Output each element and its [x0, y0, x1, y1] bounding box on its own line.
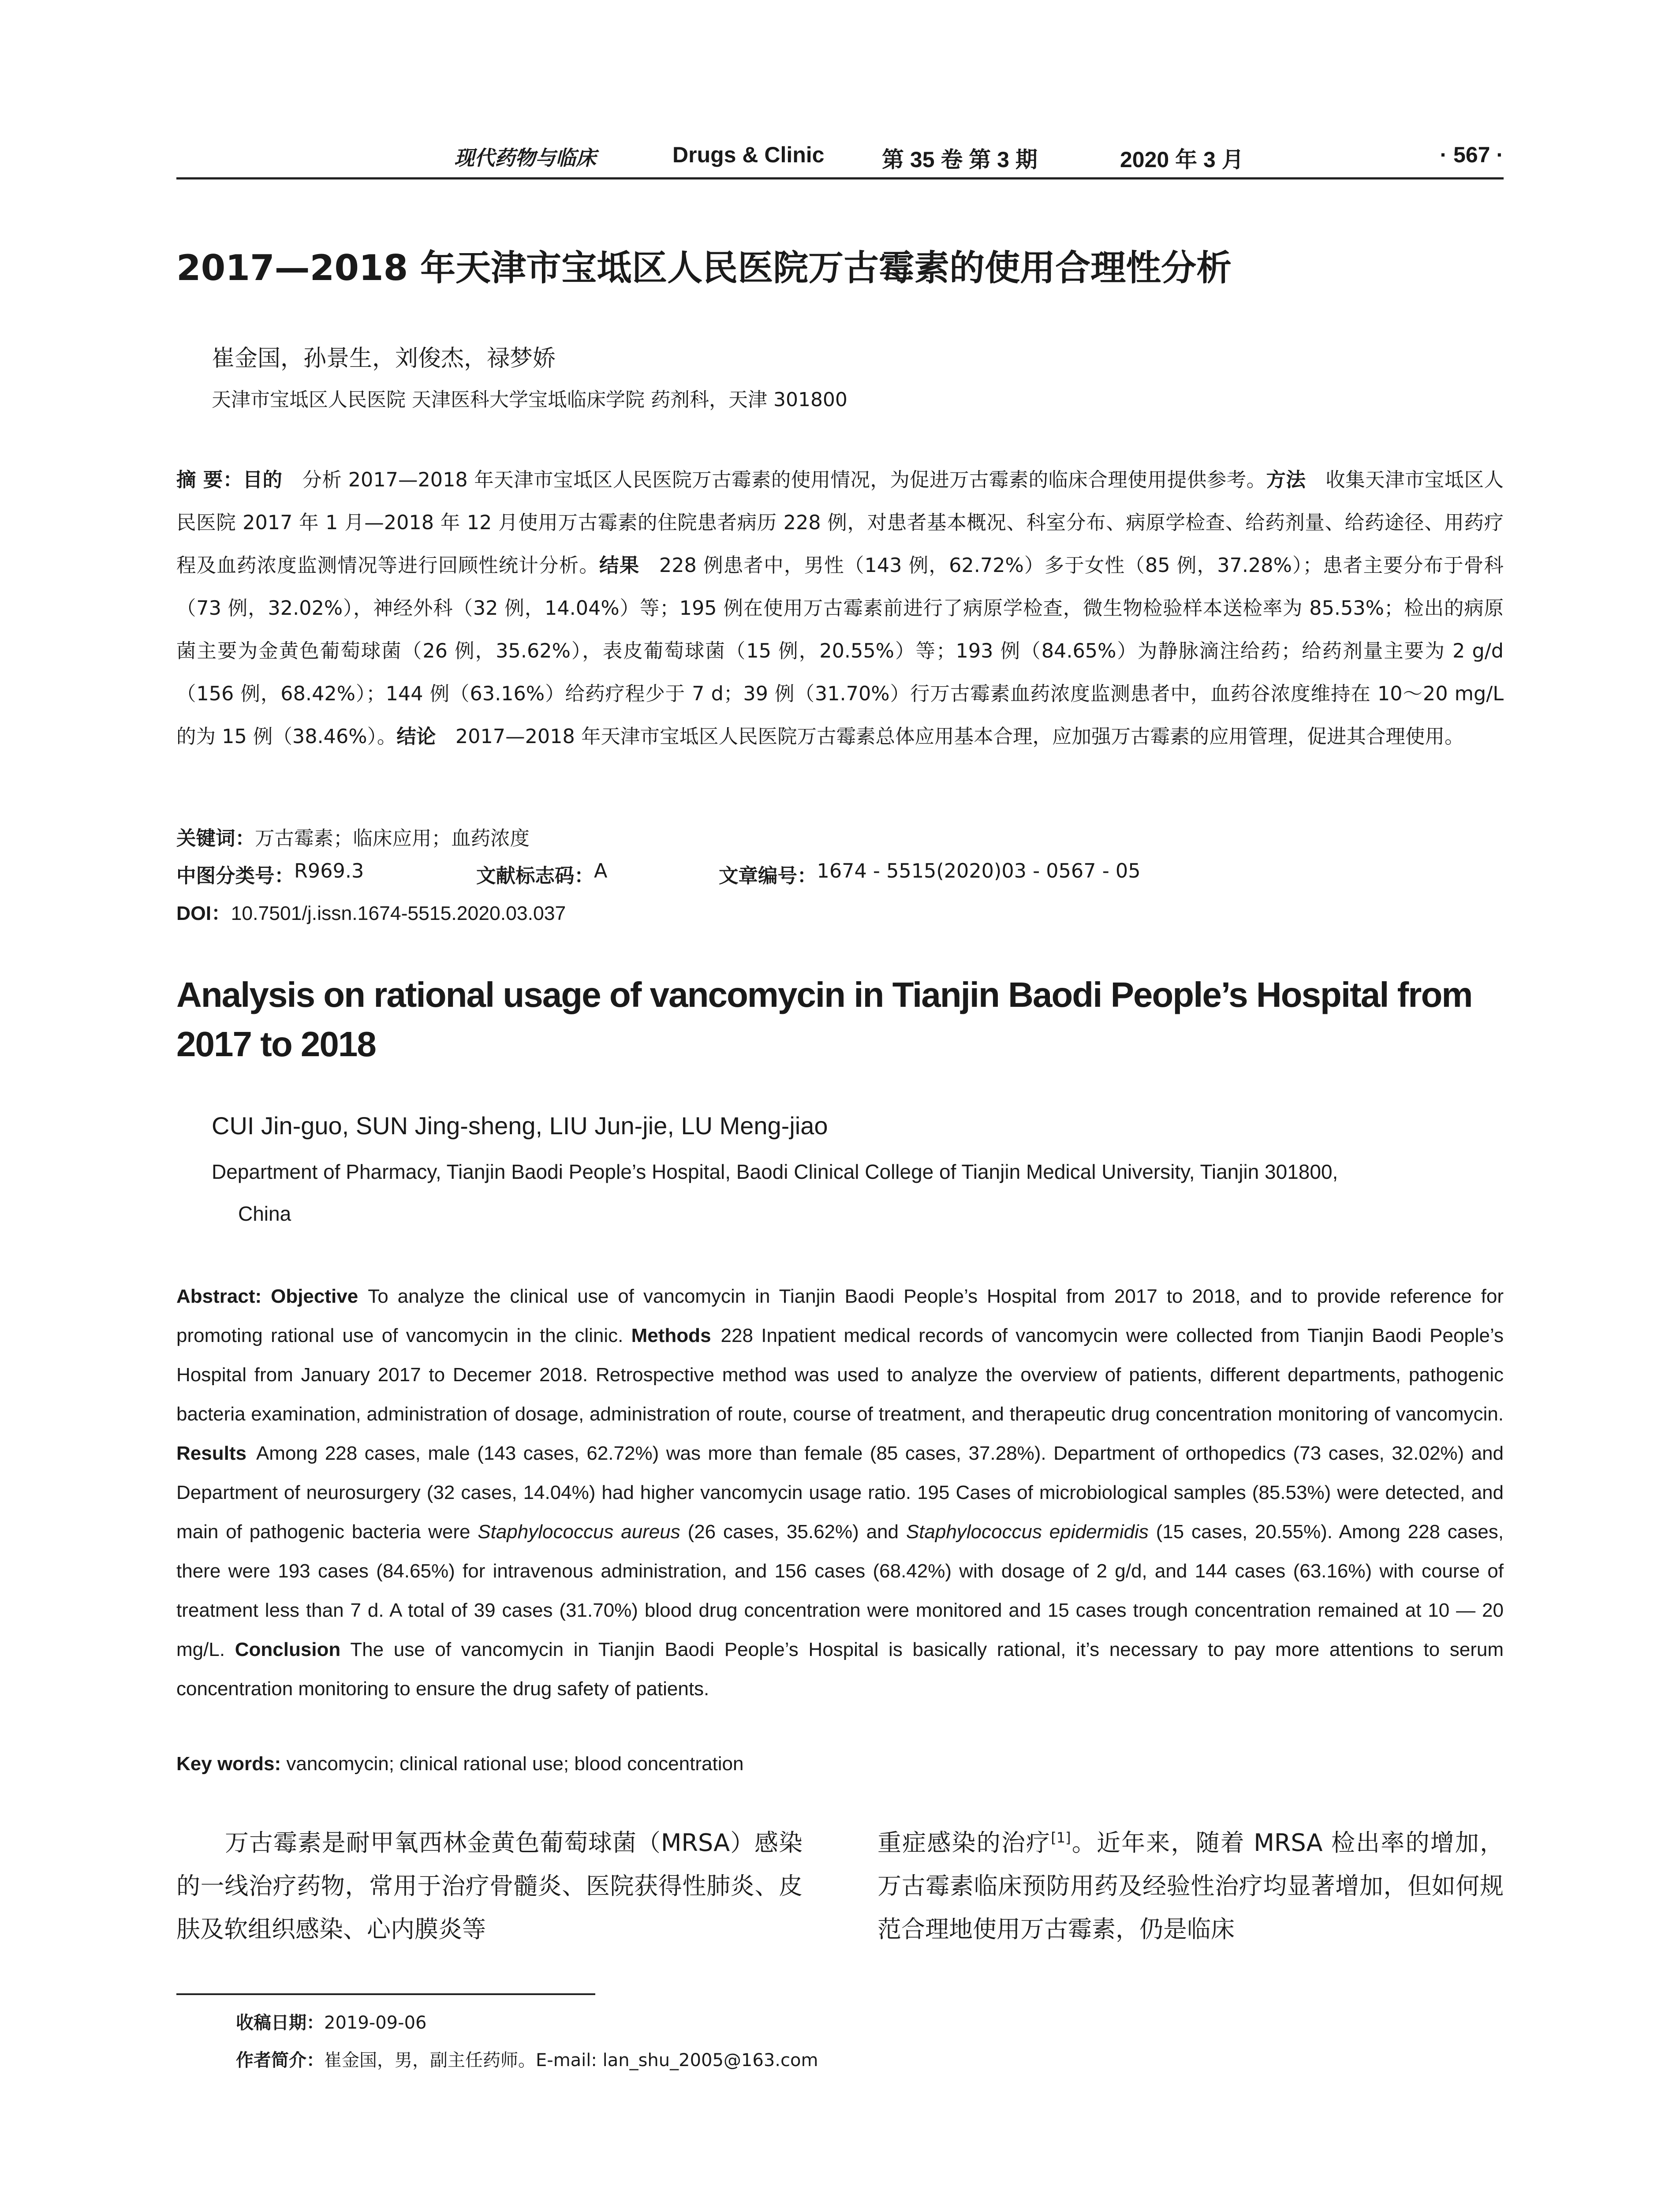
en-keywords-label: Key words:	[176, 1753, 281, 1775]
clc-value: R969.3	[294, 860, 364, 882]
en-methods-text: 228 Inpatient medical records of vancomycin were collected from Tianjin Baodi People’s Hospital from January 2017 to Decemer 2018. Retrospective method was used to analyze the overview of patients, different departments, pathogenic bacteria examination, administration of dosage, administration of route, course of treatment, and therapeutic drug concentration monitoring of vancomycin.	[176, 1325, 1504, 1425]
doi-line	[176, 897, 566, 926]
received-date-footnote	[236, 2009, 426, 2034]
chinese-title: 2017—2018 年天津市宝坻区人民医院万古霉素的使用合理性分析	[176, 247, 1232, 288]
chinese-keywords	[176, 822, 530, 851]
en-conclusion-label: Conclusion	[235, 1639, 341, 1660]
clc-field	[176, 860, 364, 888]
volume-issue: 第 35 卷 第 3 期	[882, 147, 1038, 172]
issue-date: 2020 年 3 月	[1120, 147, 1244, 172]
en-methods-label: Methods	[631, 1325, 711, 1346]
received-date: 2019-09-06	[324, 2013, 427, 2033]
en-abstract-label: Abstract: Objective	[176, 1286, 358, 1307]
english-abstract	[176, 1277, 1504, 1708]
conclusion-label: 结论	[396, 725, 436, 748]
affiliation-line-1: Department of Pharmacy, Tianjin Baodi People’s Hospital, Baodi Clinical College of Tianjin Medical University, Tianjin 301800,	[212, 1160, 1338, 1183]
right-column-text-2: 。近年来，随着 MRSA 检出率的增加，万古霉素临床预防用药及经验性治疗均显著增加，但如何规范合理地使用万古霉素，仍是临床	[877, 1829, 1504, 1943]
en-results-text-3: (15 cases, 20.55%). Among 228 cases, there were 193 cases (84.65%) for intravenous administration, and 156 cases (68.42%) with dosage of 2 g/d, and 144 cases (63.16%) with course of treatment less than 7 d. A total of 39 cases (31.70%) blood drug concentration were monitored and 15 cases trough concentration remained at 10 — 20 mg/L.	[176, 1521, 1504, 1660]
en-results-text-1: Among 228 cases, male (143 cases, 62.72%) was more than female (85 cases, 37.28%). Department of orthopedics (73 cases, 32.02%) and Department of neurosurgery (32 cases, 14.04%) had higher vancomycin usage ratio. 195 Cases of microbiological samples (85.53%) were detected, and main of pathogenic bacteria were	[176, 1443, 1504, 1543]
doc-code-field	[476, 860, 608, 888]
journal-name-cn: 现代药物与临床	[454, 146, 596, 170]
objective-label: 目的	[243, 469, 283, 491]
chinese-authors: 崔金国，孙景生，刘俊杰，禄梦娇	[212, 345, 556, 372]
keywords-text: 万古霉素；临床应用；血药浓度	[255, 827, 530, 850]
doc-code-value: A	[594, 860, 608, 882]
article-no-field	[719, 860, 1141, 888]
clc-label: 中图分类号：	[176, 865, 295, 887]
chinese-abstract	[176, 459, 1504, 758]
footnote-rule	[176, 1993, 595, 1995]
article-no-value: 1674 - 5515(2020)03 - 0567 - 05	[817, 860, 1141, 882]
page-number: · 567 ·	[1440, 142, 1504, 167]
english-affiliation	[212, 1151, 1504, 1235]
received-label: 收稿日期：	[236, 2013, 324, 2033]
english-authors: CUI Jin-guo, SUN Jing-sheng, LIU Jun-jie, LU Meng-jiao	[212, 1112, 828, 1140]
abstract-label: 摘 要：	[176, 469, 243, 491]
species-staph-aureus: Staphylococcus aureus	[478, 1521, 680, 1543]
objective-text: 分析 2017—2018 年天津市宝坻区人民医院万古霉素的使用情况，为促进万古霉素的临床合理使用提供参考。	[302, 469, 1266, 491]
body-left-column: 万古霉素是耐甲氧西林金黄色葡萄球菌（MRSA）感染的一线治疗药物，常用于治疗骨髓炎、医院获得性肺炎、皮肤及软组织感染、心内膜炎等	[176, 1829, 803, 1943]
body-right-column	[877, 1821, 1504, 1951]
english-keywords	[176, 1753, 743, 1775]
journal-name-en: Drugs & Clinic	[672, 142, 825, 167]
article-no-label: 文章编号：	[719, 865, 817, 887]
en-keywords-text: vancomycin; clinical rational use; blood concentration	[286, 1753, 744, 1775]
reference-1-link[interactable]: [1]	[1051, 1829, 1071, 1846]
right-column-text-1: 重症感染的治疗	[877, 1829, 1051, 1857]
english-title: Analysis on rational usage of vancomycin in Tianjin Baodi People’s Hospital from 2017 to 2018	[176, 975, 1472, 1064]
running-header	[176, 142, 1504, 182]
en-conclusion-text: The use of vancomycin in Tianjin Baodi People’s Hospital is basically rational, it’s necessary to pay more attentions to serum concentration monitoring to ensure the drug safety of patients.	[176, 1639, 1504, 1700]
en-objective-text: To analyze the clinical use of vancomycin in Tianjin Baodi People’s Hospital from 2017 to 2018, and to provide reference for promoting rational use of vancomycin in the clinic.	[176, 1286, 1504, 1346]
en-results-text-2: (26 cases, 35.62%) and	[687, 1521, 899, 1543]
results-text: 228 例患者中，男性（143 例，62.72%）多于女性（85 例，37.28%）；患者主要分布于骨科（73 例，32.02%），神经外科（32 例，14.04%）等；195 例在使用万古霉素前进行了病原学检查，微生物检验样本送检率为 85.53%；检出的病原菌主要为金黄色葡萄球菌（26 例，35.62%），表皮葡萄球菌（15 例，20.55%）等；193 例（84.65%）为静脉滴注给药；给药剂量主要为 2 g/d（156 例，68.42%）；144 例（63.16%）给药疗程少于 7 d；39 例（31.70%）行万古霉素血药浓度监测患者中，血药谷浓度维持在 10～20 mg/L 的为 15 例（38.46%）。	[176, 554, 1504, 748]
doc-code-label: 文献标志码：	[476, 865, 594, 887]
doi-link[interactable]: 10.7501/j.issn.1674-5515.2020.03.037	[231, 903, 566, 924]
author-bio-footnote	[236, 2046, 818, 2071]
header-rule	[176, 177, 1504, 179]
doi-label: DOI：	[176, 903, 231, 924]
chinese-affiliation: 天津市宝坻区人民医院 天津医科大学宝坻临床学院 药剂科，天津 301800	[212, 389, 847, 411]
methods-text: 收集天津市宝坻区人民医院 2017 年 1 月—2018 年 12 月使用万古霉素的住院患者病历 228 例，对患者基本概况、科室分布、病原学检查、给药剂量、给药途径、用药疗程及血药浓度监测情况等进行回顾性统计分析。	[176, 469, 1504, 577]
author-bio-label: 作者简介：	[236, 2050, 324, 2070]
results-label: 结果	[599, 554, 640, 577]
author-bio-text: 崔金国，男，副主任药师。E-mail: lan_shu_2005@163.com	[324, 2050, 818, 2070]
affiliation-line-2: China	[238, 1202, 291, 1225]
methods-label: 方法	[1266, 469, 1306, 491]
species-staph-epidermidis: Staphylococcus epidermidis	[906, 1521, 1149, 1543]
conclusion-text: 2017—2018 年天津市宝坻区人民医院万古霉素总体应用基本合理，应加强万古霉素的应用管理，促进其合理使用。	[455, 725, 1464, 748]
en-results-label: Results	[176, 1443, 246, 1464]
keywords-label: 关键词：	[176, 827, 255, 850]
